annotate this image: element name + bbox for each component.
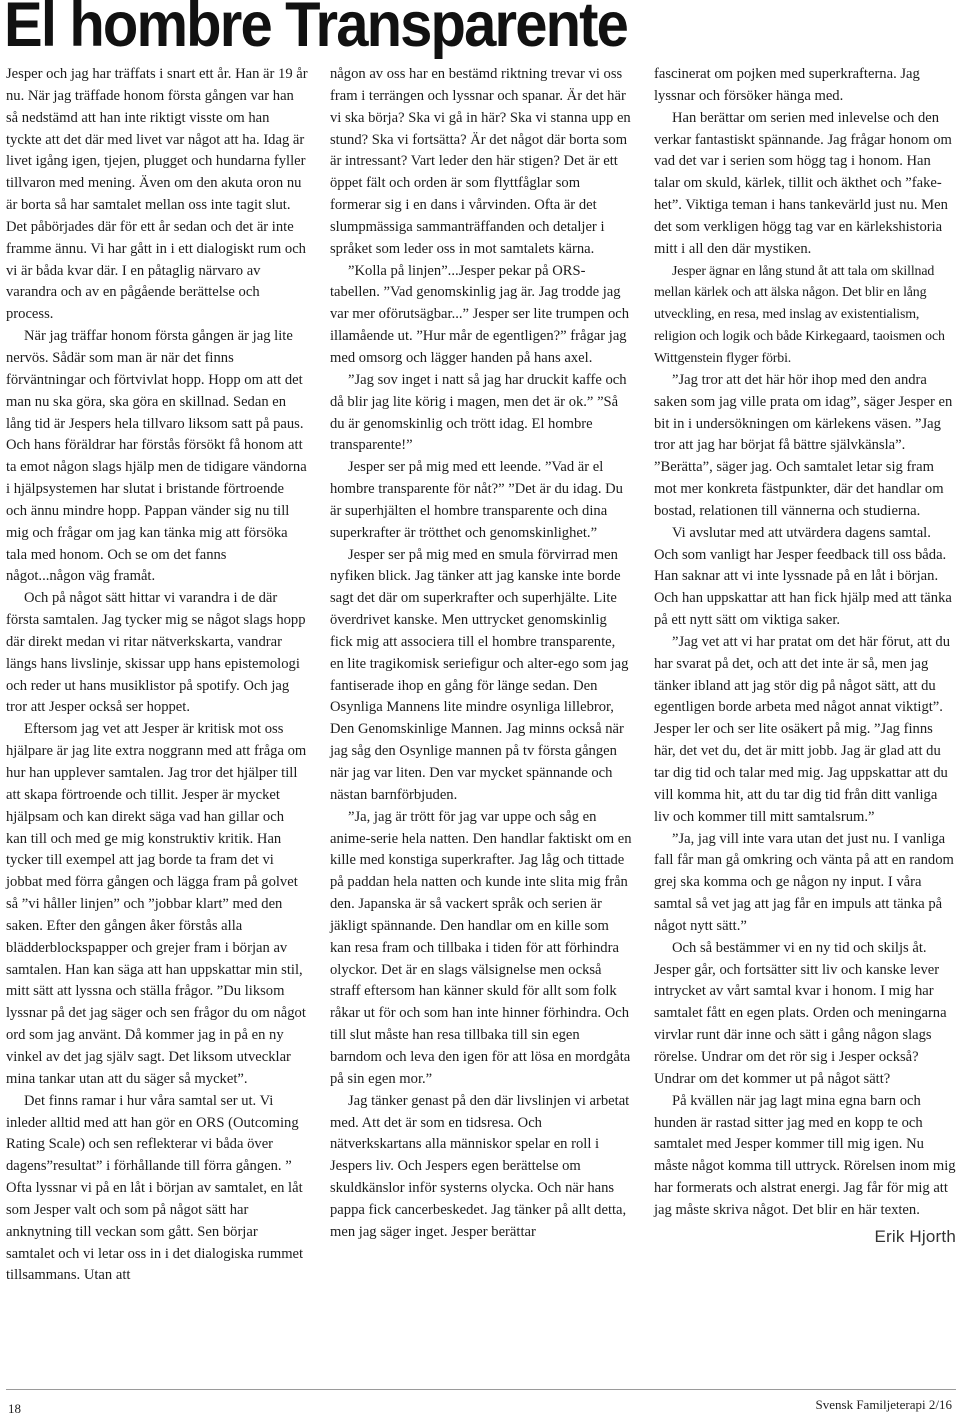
text-column-2 [330,64,632,1384]
paragraph: Och på något sätt hittar vi varandra i de där första samtalen. Jag tycker mig se något slags hopp där direkt medan vi ritar nätverkskarta, vandrar längs hans livslinje, skissar upp hans epistemologi och reder ut hans musiklistor på spotify. Och jag tror att Jesper också ser hoppet. [6,590,306,716]
paragraph: Det finns ramar i hur våra samtal ser ut. Vi inleder alltid med att han gör en ORS (Outcoming Rating Scale) och sen reflekterar vi båda över dagens”resultat” i förhållande till förra gången. ” Ofta lyssnar vi på en låt i början av samtalet, en låt som Jesper valt och som på något sätt har anknytning till veckan som gått. Sen börjar samtalet och vi letar oss in i det dialogiska rummet tillsammans. Utan att [6,1092,304,1284]
paragraph: Jesper ägnar en lång stund åt att tala om skillnad mellan kärlek och att älska någon. Det blir en lång utveckling, en resa, med inslag av existentialism, religion och logik och både Kirkegaard, taoismen och Wittgenstein flyger förbi. [654,263,945,366]
paragraph: Och så bestämmer vi en ny tid och skiljs åt. Jesper går, och fortsätter sitt liv och kanske lever intrycket av vårt samtal kvar i honom. I mig har samtalet fått en egen plats. Orden och meningarna virvlar runt där inne och sätt i gång någon slags rörelse. Undrar om det rör sig i Jesper också? Undrar om det kommer ut på något sätt? [654,939,947,1087]
paragraph: ”Kolla på linjen”...Jesper pekar på ORS-tabellen. ”Vad genomskinlig jag är. Jag trodde jag var mer oförutsägbar...” Jesper ser lite trumpen och illamående ut. ”Hur mår de egentligen?” frågar jag med omsorg och lägger handen på hans axel. [330,262,630,366]
paragraph: någon av oss har en bestämd riktning trevar vi oss fram i terrängen och lyssnar och spanar. Är det här vi ska börja? Ska vi gå in här? Ska vi stanna upp en stund? Ska vi fortsätta? Är det något där borta som är intressant? Vart leder den här stigen? Det är ett öppet fält och orden är som flyttfåglar som formerar sig i en dans i vårvinden. Ofta är det slumpmässiga sammanträffanden och detaljer i språket som leder oss in mot samtalets kärna. [330,66,631,257]
footer-divider [6,1389,956,1390]
article-body [6,64,956,1384]
paragraph: ”Ja, jag vill inte vara utan det just nu. I vanliga fall får man gå omkring och vänta på att en random grej ska komma och ge någon ny input. I våra samtal så vet jag att jag får en impuls att tänka på något nytt sätt.” [654,830,954,934]
paragraph: På kvällen när jag lagt mina egna barn och hunden är rastad sitter jag med en kopp te och samtalet med Jesper kommer till mig igen. Nu måste något komma till uttryck. Rörelsen inom mig har formerats och alstrat energi. Jag får för mig att jag måste skriva något. Det blir en här texten. [654,1092,956,1218]
publication-footer: Svensk Familjeterapi 2/16 [815,1397,952,1412]
paragraph: Han berättar om serien med inlevelse och den verkar fantastiskt spännande. Jag frågar honom om vad det var i serien som högg tag i honom. Han talar om skuld, kärlek, tillit och äkthet och ”fake-het”. Viktiga teman i hans tankevärld just nu. Men det som verkligen högg tag var en kärlekshistoria mitt i all den där mystiken. [654,109,952,257]
paragraph: ”Jag vet att vi har pratat om det här förut, att du har svarat på det, och att det inte är så, men jag tänker ibland att jag stör dig på något sätt, att du egentligen borde arbeta med något annat viktigt”. Jesper ler och ser lite osäkert på mig. ”Jag finns här, det vet du, det är mitt jobb. Jag är glad att du tar dig tid och talar med mig. Jag uppskattar att du vill komma hit, att du tar dig tid från ditt vanliga liv och kommer till mitt samtalsrum.” [654,633,950,825]
paragraph: ”Ja, jag är trött för jag var uppe och såg en anime-serie hela natten. Den handlar faktiskt om en kille med konstiga superkrafter. Jag låg och tittade på paddan hela natten och kunde inte slita mig från den. Japanska är så vackert språk och serien är jäkligt spännande. Den handlar om en kille som kan resa fram och tillbaka i tiden för att förhindra olyckor. Det är en slags välsignelse men också straff eftersom han känner skuld för allt som folk råkar ut för och som han inte hinner förhindra. Och till slut måste han resa tillbaka till sin egen barndom och leva den igen för att lösa en mordgåta på sin egen mor.” [330,808,632,1087]
paragraph: Eftersom jag vet att Jesper är kritisk mot oss hjälpare är jag lite extra noggrann med att fråga om hur han upplever samtalen. Jag tror det hjälper till att skapa förtroende och tillit. Jesper är mycket hjälpsam och kan direkt säga vad han gillar och kan till och med ge mig konstruktiv kritik. Han tycker till exempel att jag borde ta fram det vi jobbat med förra gången och lägga fram på golvet så ”vi håller linjen” och ”jobbar klart” med den saken. Efter den gången åker förstås alla blädderblockspapper och grejer fram i början av samtalen. Han kan säga att han uppskattar min stil, mitt sätt att lyssna och ställa frågor. ”Du liksom lyssnar på det jag säger och sen frågor du om något ord som jag använt. Då kommer jag in på en ny vinkel av det jag själv sagt. Det liksom utvecklar mina tankar utan att du säger så mycket”. [6,721,307,1087]
page-number: 18 [8,1401,21,1416]
paragraph: Jesper ser på mig med en smula förvirrad men nyfiken blick. Jag tänker att jag kanske inte borde sagt det där om superkrafter och superhjälte. Lite överdrivet kanske. Men uttrycket genomskinlig fick mig att associera till el hombre transparente, en lite tragikomisk seriefigur och alter-ego som jag fantiserade ihop en gång för länge sedan. Den Osynliga Mannens lite mindre osynliga lillebror, Den Genomskinlige Mannen. Jag minns också när jag såg den Osynlige mannen på tv första gången när jag var liten. Den var mycket spännande och nästan barnförbjuden. [330,546,629,803]
paragraph: ”Jag tror att det här hör ihop med den andra saken som jag ville prata om idag”, säger Jesper en bit in i undersökningen om kärlekens väsen. ”Jag tror att jag har börjat få bättre självkänsla”. ”Berätta”, säger jag. Och samtalet letar sig fram mot mer konkreta fästpunkter, där det handlar om bostad, relationen till vännerna och studierna. [654,371,953,519]
paragraph: När jag träffar honom första gången är jag lite nervös. Sådär som man är när det finns förväntningar och förtvivlat hopp. Hopp om att det man nu ska göra, ska göra en skillnad. Sedan en lång tid är Jespers hela tillvaro liksom satt på paus. Och hans föräldrar har förstås försökt få honom att ta emot någon slags hjälp men de tidigare vändorna i hjälpsystemen har slutat i bristande förtroende och ännu mindre hopp. Pappan vänder sig nu till mig och frågar om jag kan tänka mig att försöka tala med honom. Och se om det fanns något...någon väg framåt. [6,328,307,585]
text-column-1 [6,64,308,1384]
paragraph: ”Jag sov inget i natt så jag har druckit kaffe och då blir jag lite körig i magen, men det är ok.” ”Så du är genomskinlig och trött idag. El hombre transparente!” [330,371,627,454]
text-column-3 [654,64,956,1384]
paragraph: Jesper och jag har träffats i snart ett år. Han är 19 år nu. När jag träffade honom första gången var han så nedstämd att han inte riktigt visste om han tyckte att det där med livet var något att ha. Idag är livet igång igen, tjejen, plugget och hundarna fyller tillvaron med mening. Även om den akuta oron nu är borta så har samtalet mellan oss inte tagit slut. Det påbörjades där för ett år sedan och det är inte framme ännu. Vi har gått in i ett dialogiskt rum och vi är båda kvar där. I en påtaglig närvaro av varandra och av en pågående berättelse och process. [6,66,308,323]
paragraph: Jag tänker genast på den där livslinjen vi arbetat med. Att det är som en tidsresa. Och nätverkskartans alla människor spelar en roll i Jespers liv. Och Jespers egen berättelse om skuldkänslor inför systerns olycka. Och när hans pappa fick cancerbeskedet. Jag tänker på allt detta, men jag säger inget. Jesper berättar [330,1092,630,1240]
paragraph: Vi avslutar med att utvärdera dagens samtal. Och som vanligt har Jesper feedback till oss båda. Han saknar att vi inte lyssnade på en låt i början. Och han uppskattar att han fick hjälp med att tänka på ett nytt sätt om viktiga saker. [654,524,952,629]
paragraph: Jesper ser på mig med ett leende. ”Vad är el hombre transparente för nåt?” ”Det är du idag. Du är superhjälten el hombre transparente och dina superkrafter är trötthet och genomskinlighet.” [330,459,623,541]
paragraph: fascinerat om pojken med superkrafterna. Jag lyssnar och försöker hänga med. [654,66,920,104]
author-signature: Erik Hjorth [874,1226,956,1246]
article-title: El hombre Transparente [4,0,628,60]
